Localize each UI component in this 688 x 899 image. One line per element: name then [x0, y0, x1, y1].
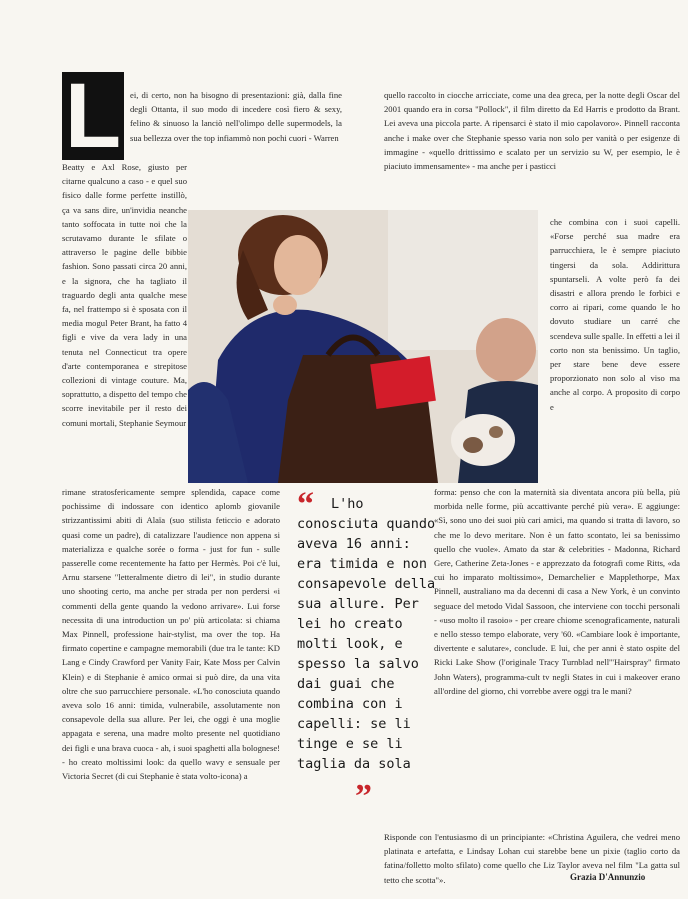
- drop-cap: L: [62, 72, 124, 160]
- photo-illustration: [188, 210, 538, 483]
- column-1-lower: rimane stratosfericamente sempre splendida, capace come pochissime di indossare con identico aplomb giovanile strizzantissimi abiti di Alaïa (suo stilista feticcio e adorato quasi come un padre), di catalizzare l'audience non appena si materializza e qualche sorée o forma - just for fun - sulle passerelle come recentemente ha fatto per Hermès. Poi c'è lui, Arnu starsene "letteralmente dietro di lei", in studio durante uno shooting certo, ma anche per strada per non perdersi «i commenti della gente quando la vedono arrivare». Lui forse necessita di una introduction un po' più articolata: si chiama Max Pinnell, professione hair-stylist, ma over the top. Ha firmato copertine e campagne memorabili (due tra le tante: KD Lang e Cindy Crawford per Vanity Fair, Kate Moss per Calvin Klein) e di Stephanie è amico ormai si può dire, da una vita oltre che suo parrucchiere personale. «L'ho conosciuta quando aveva solo 16 anni: timida, vulnerabile, assolutamente non consapevole della sua allure. Per lei, che oggi è una moglie appagata e serena, una madre molto presente nel quotidiano dei figli e una brava cuoca - ah, i suoi spaghetti alla bolognese! - ho creato moltissimi look: da quello wavy e sensuale per Victoria Secret (di cui Stephanie è stata volto-icona) a: [62, 487, 280, 782]
- man-head: [476, 318, 536, 382]
- column-2-closing: Risponde con l'entusiasmo di un principiante: «Christina Aguilera, che vedrei meno platinata e artefatta, e Lindsay Lohan cui starebbe bene un pixie (taglio corto da fatina/folletto molto sfilato) come quello che Liz Taylor aveva nel film "La gatta sul tetto che scotta"».: [384, 832, 680, 885]
- byline: Grazia D'Annunzio: [570, 872, 646, 882]
- photo: [188, 210, 538, 483]
- column-2-narrow: che combina con i suoi capelli. «Forse perché sua madre era parrucchiera, le è sempre piaciuto tingersi da sola. Addirittura spuntarseli. A volte però fa dei disastri e allora prendo le forbici e corro ai ripari, come quando le ho dovuto studiare un carré che scendeva sulle spalle. In effetti a lei il corto non sta benissimo. Un taglio, per stare bene deve essere proporzionato non solo al viso ma anche al corpo. A proposito di corpo e: [550, 217, 680, 412]
- column-2-top: quello raccolto in ciocche arricciate, come una dea greca, per la notte degli Oscar del 2001 quando era in corsa "Pollock", il film diretto da Ed Harris e prodotto da Brant. Lei aveva una piccola parte. A ripensarci è stato il mio capolavoro». Pinnell racconta anche i make over che Stephanie spesso varia non solo per vanità o per esigenze di immagine - «quello drittissimo e scalato per un servizio su W, per esempio, le è piaciuto immensamente» - ma anche per i pasticci: [384, 90, 680, 172]
- pull-quote: L'ho conosciuta quando aveva 16 anni: era timida e non consapevole della sua allure. Per lei ho creato molti look, e spesso la salvo dai guai che combina con i capelli: se li tinge e se li taglia da sola: [297, 496, 436, 772]
- dog: [451, 414, 515, 466]
- quote-open-mark: “: [297, 486, 314, 523]
- column-2-lower: forma: penso che con la maternità sia diventata ancora più bella, più morbida nelle forme, più accattivante perché più vera». E aggiunge: «Sì, sono uno dei suoi più cari amici, ma quando si tratta di lavoro, so che me lo devo meritare. Non è un fatto scontato, lei sa benissimo quello che vuole». Amato da star & celebrities - Madonna, Richard Gere, Catherine Zeta-Jones - e apprezzato da fotografi come Ritts, «da cui ho imparato moltissimo», Demarchelier e Mapplethorpe, Max Pinnell, australiano ma da decenni di casa a New York, è un convinto seguace del metodo Vidal Sassoon, che interviene con tocchi personali - «uso molto il rasoio» - per creare chiome scenograficamente, naturali e nello stesso tempo elaborate, very '60. «Cambiare look è importante, divertente e salutare», conclude. E lui, che per anni è stato ospite del Ricki Lake Show (l'originale Tracy Turnblad nell'"Hairspray" firmato John Waters), programma-cult tv negli States in cui i makeover erano all'ordine del giorno, chi vorrebbe avere oggi tra le mani?: [434, 487, 680, 696]
- column-1-intro: ei, di certo, non ha bisogno di presentazioni: già, dalla fine degli Ottanta, il suo modo di incedere così fiero & sexy, felino & sinuoso la lanciò nell'olimpo delle supermodels, la sua bellezza over the top infiammò non pochi cuori - Warren: [130, 90, 342, 143]
- quote-close-mark: ”: [355, 778, 372, 815]
- column-1-narrow: Beatty e Axl Rose, giusto per citarne qualcuno a caso - e quel suo fisico dalle forme perfette instillò, ça va sans dire, un'invidia neanche tanto soffocata in tutte noi che la scrutavamo durante le sfilate o attraverso le pagine delle bibbie fashion. Sono passati circa 20 anni, e la signora, che ha tagliato il traguardo degli anta qualche mese fa, nel frattempo si è sposata con il media mogul Peter Brant, ha fatto 4 figli e vive da vera lady in una tenuta nel Connecticut tra opere d'arte contemporanea e strepitose collezioni di vintage couture. Ma, soprattutto, a dispetto del tempo che scorre inevitabile per il resto dei comuni mortali, Stephanie Seymour: [62, 162, 187, 428]
